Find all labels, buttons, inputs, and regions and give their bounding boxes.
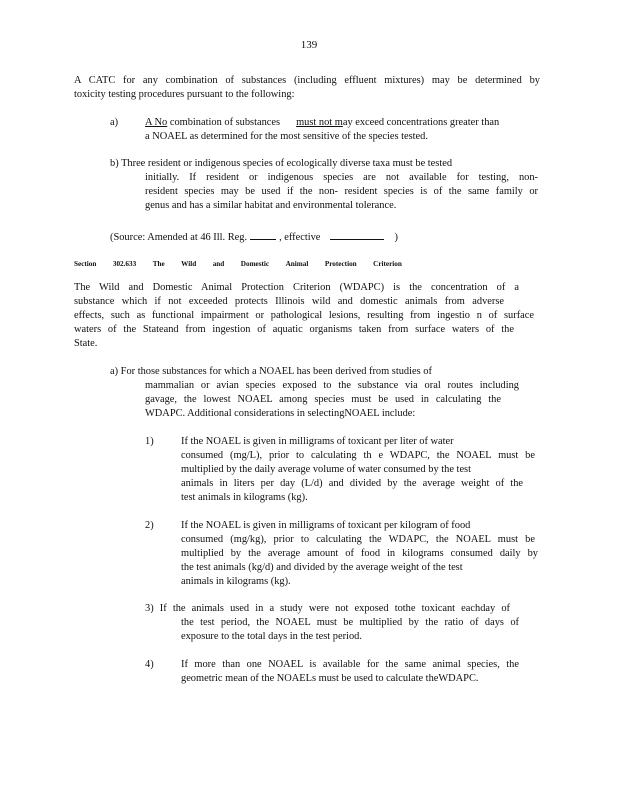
sub4-line-2: geometric mean of the NOAELs must be used to calculate theWDAPC.: [181, 673, 479, 684]
sub3-line-3: exposure to the total days in the test period.: [181, 631, 362, 642]
intro-line-2: toxicity testing procedures pursuant to the following:: [74, 89, 295, 100]
sub2-line-3: multiplied by the average amount of food in kilograms consumed daily by: [181, 548, 538, 559]
date-blank: [330, 228, 384, 240]
item-a1-line-2: a NOAEL as determined for the most sensitive of the species tested.: [145, 131, 428, 142]
sub2-line-4: the test animals (kg/d) and divided by the average weight of the test: [181, 562, 463, 573]
sub3-line-1: 3) If the animals used in a study were not exposed tothe toxicant eachday of: [145, 603, 510, 614]
sub1-line-1: If the NOAEL is given in milligrams of toxicant per liter of water: [181, 436, 454, 447]
sub4: [181, 658, 519, 686]
sub4-label: 4): [145, 659, 154, 670]
item-a2-line-1: a) For those substances for which a NOAEL has been derived from studies of: [110, 366, 432, 377]
sub1-line-4: animals in liters per day (L/d) and divided by the average weight of the: [181, 478, 523, 489]
item-b1-line-4: genus and has a similar habitat and environmental tolerance.: [145, 200, 397, 211]
underlined-text: A No: [145, 117, 168, 128]
item-a1-text-1: combination of substances: [167, 117, 281, 128]
sub1-label: 1): [145, 436, 154, 447]
heading-word-1: The: [152, 260, 165, 268]
item-a2-line-4: WDAPC. Additional considerations in selectingNOAEL include:: [145, 408, 416, 419]
sub1: [181, 435, 535, 505]
heading-word-6: Protection: [324, 260, 357, 268]
sub1-line-2: consumed (mg/L), prior to calculating th e WDAPC, the NOAEL must be: [181, 450, 535, 461]
section-label: Section: [74, 260, 97, 268]
item-a1-text-2: ay exceed concentrations greater than: [342, 117, 500, 128]
sub1-line-5: test animals in kilograms (kg).: [181, 492, 308, 503]
definition-line-4: waters of the Stateand from ingestion of aquatic organisms taken from surface waters of the: [74, 324, 514, 335]
struck-text: must not m: [296, 117, 343, 128]
definition-line-2: substance which if not exceeded protects Illinois wild and domestic animals from adverse: [74, 296, 504, 307]
item-b1-line-2: initially. If resident or indigenous species are not available for testing, non-: [145, 172, 538, 183]
item-b1: [110, 157, 538, 213]
heading-word-3: and: [212, 260, 225, 268]
sub2-line-1: If the NOAEL is given in milligrams of toxicant per kilogram of food: [181, 520, 471, 531]
sub2-line-2: consumed (mg/kg), prior to calculating the WDAPC, the NOAEL must be: [181, 534, 535, 545]
heading-word-4: Domestic: [240, 260, 270, 268]
item-b1-line-1: b) Three resident or indigenous species of ecologically diverse taxa must be tested: [110, 158, 453, 169]
sub2: [181, 519, 538, 589]
item-a1: [145, 116, 538, 144]
item-b1-line-3: resident species may be used if the non- resident species is of the same family or: [145, 186, 538, 197]
sub2-line-5: animals in kilograms (kg).: [181, 576, 291, 587]
heading-word-2: Wild: [181, 260, 197, 268]
intro-paragraph: [74, 74, 540, 102]
heading-word-5: Animal: [285, 260, 309, 268]
item-a2: [110, 365, 520, 421]
section-heading: [74, 257, 402, 271]
reg-blank: [250, 228, 276, 240]
definition-line-3: effects, such as functional impairment or pathological lesions, resulting from ingestio n of surface: [74, 310, 534, 321]
definition-line-5: State.: [74, 338, 98, 349]
item-a2-line-2: mammalian or avian species exposed to the substance via oral routes including: [145, 380, 519, 391]
sub4-line-1: If more than one NOAEL is available for the same animal species, the: [181, 659, 519, 670]
source-text-3: ): [394, 232, 398, 243]
definition-line-1: The Wild and Domestic Animal Protection Criterion (WDAPC) is the concentration of a: [74, 282, 519, 293]
sub3-line-2: the test period, the NOAEL must be multiplied by the ratio of days of: [181, 617, 519, 628]
item-a1-label: a): [110, 117, 119, 128]
intro-line-1: A CATC for any combination of substances (including effluent mixtures) may be determined by: [74, 75, 540, 86]
sub2-label: 2): [145, 520, 154, 531]
definition-paragraph: [74, 281, 534, 351]
section-code: 302.633: [112, 260, 137, 268]
page-number: 139: [300, 39, 318, 51]
sub1-line-3: multiplied by the daily average volume of water consumed by the test: [181, 464, 471, 475]
item-a1-line-1: [145, 116, 538, 130]
source-citation: [110, 228, 450, 245]
sub3: [145, 602, 520, 644]
source-text-2: , effective: [279, 232, 321, 243]
source-text-1: (Source: Amended at 46 Ill. Reg.: [110, 232, 248, 243]
heading-word-7: Criterion: [373, 260, 402, 268]
item-a2-line-3: gavage, the lowest NOAEL among species must be used in calculating the: [145, 394, 501, 405]
